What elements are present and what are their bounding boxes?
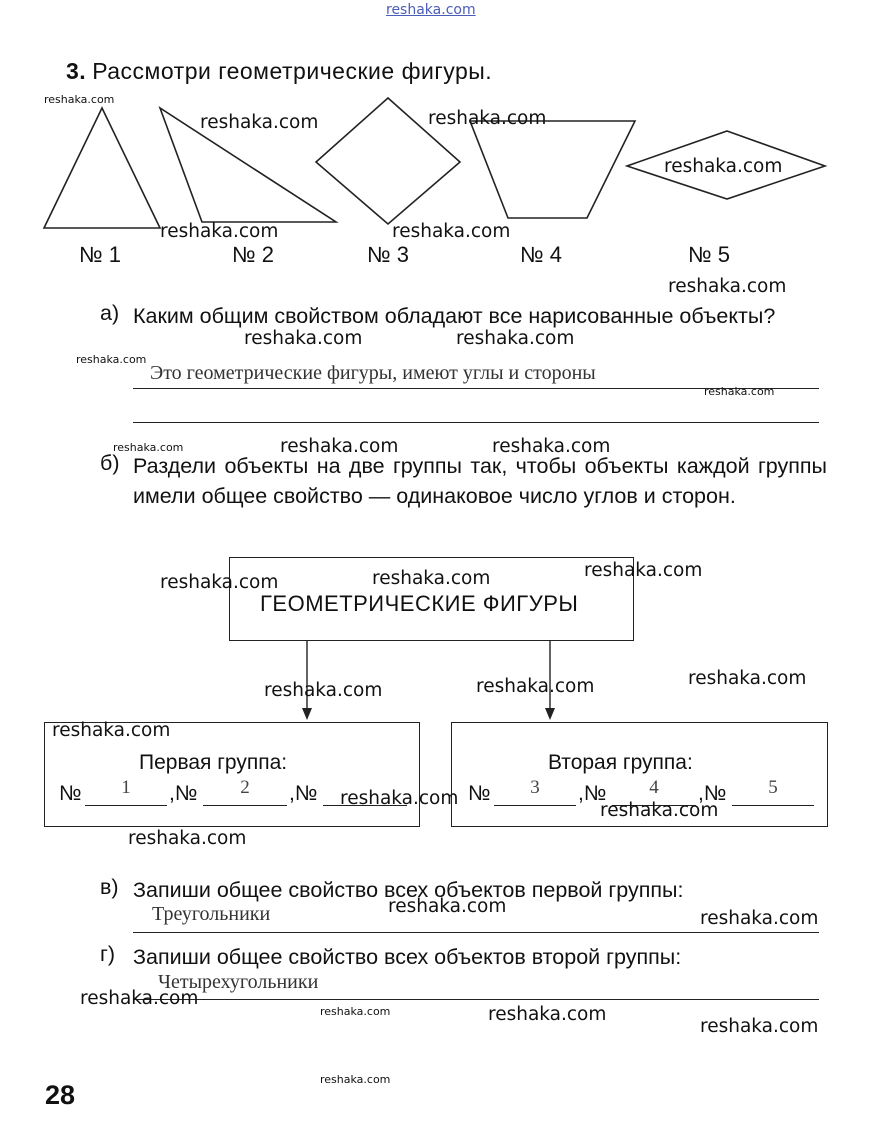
watermark: reshaka.com bbox=[160, 221, 279, 242]
question-a-letter: а) bbox=[100, 301, 120, 325]
question-d-answer[interactable]: Четырехугольники bbox=[158, 971, 319, 993]
group-1-value-1: 1 bbox=[121, 777, 131, 798]
watermark: reshaka.com bbox=[456, 328, 575, 349]
group-2-title: Вторая группа: bbox=[548, 751, 693, 774]
figure-label-3: № 3 bbox=[367, 242, 409, 267]
watermark: reshaka.com bbox=[388, 896, 507, 917]
question-b-text: Раздели объекты на две группы так, чтобы объекты каждой группы имели общее свойство — одинаковое число углов и сторон. bbox=[133, 454, 827, 508]
group-1-prefix: № bbox=[59, 782, 82, 805]
watermark: reshaka.com bbox=[113, 441, 184, 454]
watermark: reshaka.com bbox=[280, 436, 399, 457]
question-a-text: Каким общим свойством обладают все нарисованные объекты? bbox=[133, 304, 776, 328]
watermark: reshaka.com bbox=[688, 668, 807, 689]
watermark: reshaka.com bbox=[80, 988, 199, 1009]
group-2-value-2: 4 bbox=[649, 777, 659, 798]
watermark: reshaka.com bbox=[244, 328, 363, 349]
group-2-prefix: № bbox=[468, 782, 491, 805]
watermark: reshaka.com bbox=[392, 221, 511, 242]
question-a-answer[interactable]: Это геометрические фигуры, имеют углы и стороны bbox=[150, 362, 596, 384]
group-2-sep-1: ,№ bbox=[578, 782, 607, 805]
watermark: reshaka.com bbox=[600, 800, 719, 821]
watermark: reshaka.com bbox=[160, 572, 279, 593]
group-2-sep-2: ,№ bbox=[698, 782, 727, 805]
group-1-sep-2: ,№ bbox=[289, 782, 318, 805]
question-d-text: Запиши общее свойство всех объектов второй группы: bbox=[133, 945, 682, 969]
figure-label-2: № 2 bbox=[232, 242, 274, 267]
top-box-title: ГЕОМЕТРИЧЕСКИЕ ФИГУРЫ bbox=[260, 591, 579, 616]
task-title-text: Рассмотри геометрические фигуры. bbox=[92, 58, 493, 84]
group-1-slot-2[interactable] bbox=[203, 777, 287, 806]
group-2-slot-1[interactable] bbox=[494, 777, 576, 806]
answer-line-d bbox=[133, 999, 819, 1000]
question-b-letter: б) bbox=[100, 451, 120, 475]
watermark: reshaka.com bbox=[492, 436, 611, 457]
figure-4-trapezoid bbox=[470, 121, 635, 218]
watermark: reshaka.com bbox=[488, 1004, 607, 1025]
watermark: reshaka.com bbox=[340, 788, 459, 809]
question-d-letter: г) bbox=[100, 942, 116, 966]
watermark: reshaka.com bbox=[700, 908, 819, 929]
watermark: reshaka.com bbox=[264, 680, 383, 701]
watermark: reshaka.com bbox=[668, 276, 787, 297]
group-1-slot-1[interactable] bbox=[85, 777, 167, 806]
group-2-value-1: 3 bbox=[530, 777, 540, 798]
arrow-left-head bbox=[302, 708, 312, 720]
watermark: reshaka.com bbox=[128, 828, 247, 849]
watermark: reshaka.com bbox=[320, 1005, 391, 1018]
group-1-sep-1: ,№ bbox=[169, 782, 198, 805]
figure-1-triangle bbox=[44, 108, 160, 228]
watermark: reshaka.com bbox=[664, 156, 783, 177]
question-c-text: Запиши общее свойство всех объектов первой группы: bbox=[133, 878, 684, 902]
group-1-title: Первая группа: bbox=[139, 751, 288, 774]
watermark: reshaka.com bbox=[76, 353, 147, 366]
watermark: reshaka.com bbox=[320, 1073, 391, 1086]
watermark: reshaka.com bbox=[704, 385, 775, 398]
watermark: reshaka.com bbox=[372, 568, 491, 589]
watermark: reshaka.com bbox=[584, 560, 703, 581]
page-number: 28 bbox=[45, 1080, 76, 1110]
watermark: reshaka.com bbox=[44, 93, 115, 106]
watermark: reshaka.com bbox=[200, 112, 319, 133]
answer-line-a2 bbox=[133, 422, 819, 423]
group-2-value-3: 5 bbox=[768, 777, 778, 798]
group-2-slot-3[interactable] bbox=[732, 777, 814, 806]
group-1-value-2: 2 bbox=[240, 777, 250, 798]
site-link[interactable]: reshaka.com bbox=[386, 2, 476, 18]
watermark: reshaka.com bbox=[428, 108, 547, 129]
question-c-answer[interactable]: Треугольники bbox=[152, 903, 271, 925]
watermark: reshaka.com bbox=[52, 720, 171, 741]
arrow-right-head bbox=[545, 708, 555, 720]
answer-line-c bbox=[133, 932, 819, 933]
question-c-letter: в) bbox=[100, 875, 119, 899]
figure-label-5: № 5 bbox=[688, 242, 730, 267]
watermark: reshaka.com bbox=[700, 1016, 819, 1037]
task-number: 3. bbox=[66, 58, 87, 84]
figure-label-4: № 4 bbox=[520, 242, 562, 267]
watermark: reshaka.com bbox=[476, 676, 595, 697]
figure-label-1: № 1 bbox=[79, 242, 121, 267]
